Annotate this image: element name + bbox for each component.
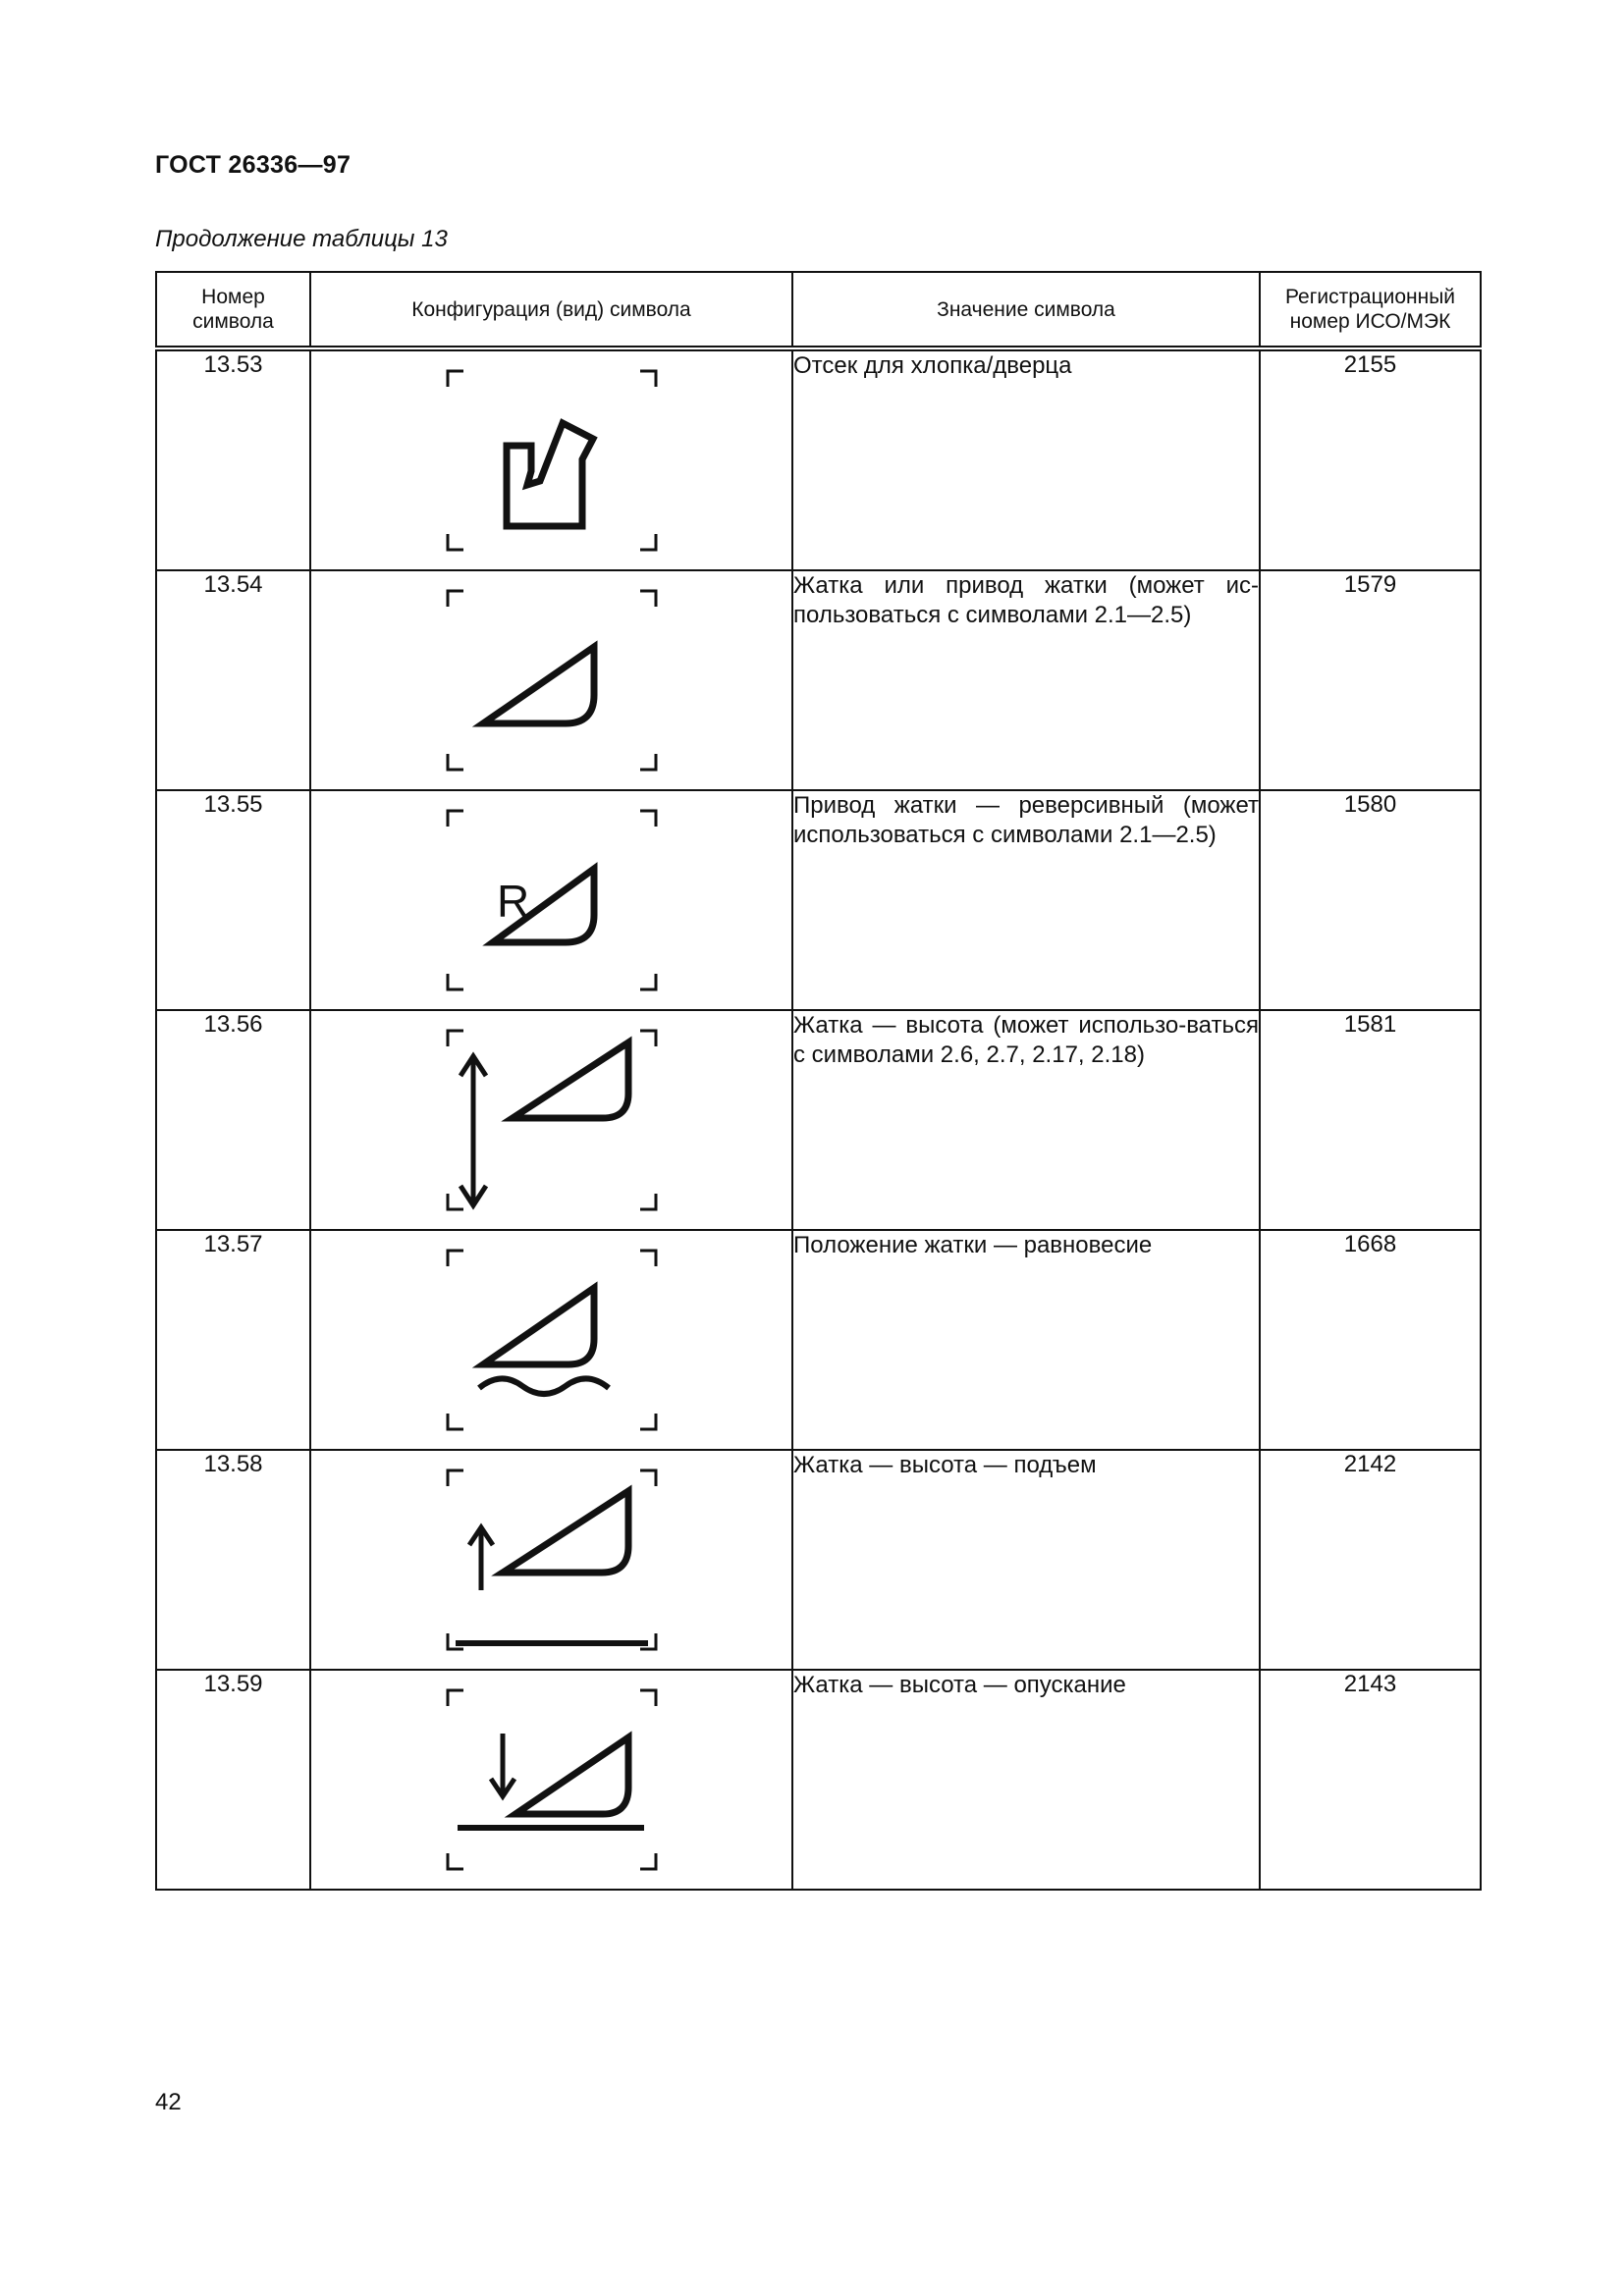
column-header-registration: Регистрационный номер ИСО/МЭК bbox=[1260, 272, 1481, 348]
symbol-number: 13.56 bbox=[156, 1010, 310, 1230]
header-height-icon bbox=[444, 1017, 660, 1223]
symbol-number: 13.59 bbox=[156, 1670, 310, 1890]
symbol-cell bbox=[310, 570, 792, 790]
table-row bbox=[156, 570, 1481, 790]
page-number: 42 bbox=[155, 2089, 182, 2115]
column-header-meaning: Значение символа bbox=[792, 272, 1260, 348]
table-row bbox=[156, 1450, 1481, 1670]
header-height-lower-icon bbox=[444, 1677, 660, 1883]
registration-number: 1580 bbox=[1260, 790, 1481, 1010]
symbol-meaning: Отсек для хлопка/дверца bbox=[792, 348, 1260, 570]
table-row bbox=[156, 1010, 1481, 1230]
table-caption: Продолжение таблицы 13 bbox=[155, 226, 448, 252]
table-header-row bbox=[156, 272, 1481, 348]
symbols-table bbox=[155, 271, 1482, 1891]
symbol-meaning: Жатка или привод жатки (может ис-пользоваться с символами 2.1—2.5) bbox=[792, 570, 1260, 790]
symbol-cell bbox=[310, 1670, 792, 1890]
symbol-meaning: Положение жатки — равновесие bbox=[792, 1230, 1260, 1450]
registration-number: 1581 bbox=[1260, 1010, 1481, 1230]
table-row bbox=[156, 348, 1481, 570]
registration-number: 1579 bbox=[1260, 570, 1481, 790]
symbol-cell bbox=[310, 1450, 792, 1670]
symbol-number: 13.57 bbox=[156, 1230, 310, 1450]
symbol-number: 13.53 bbox=[156, 348, 310, 570]
symbol-meaning: Жатка — высота (может использо-ваться с символами 2.6, 2.7, 2.17, 2.18) bbox=[792, 1010, 1260, 1230]
header-height-raise-icon bbox=[444, 1457, 660, 1663]
symbol-number: 13.54 bbox=[156, 570, 310, 790]
symbol-cell bbox=[310, 1010, 792, 1230]
document-title: ГОСТ 26336—97 bbox=[155, 151, 352, 179]
reverse-letter: R bbox=[496, 876, 529, 927]
symbol-cell bbox=[310, 348, 792, 570]
registration-number: 2142 bbox=[1260, 1450, 1481, 1670]
symbol-cell bbox=[310, 790, 792, 1010]
column-header-number: Номер символа bbox=[156, 272, 310, 348]
symbol-number: 13.55 bbox=[156, 790, 310, 1010]
header-drive-reverse-icon bbox=[444, 797, 660, 1003]
symbol-cell bbox=[310, 1230, 792, 1450]
cotton-compartment-door-icon bbox=[444, 357, 660, 563]
header-icon bbox=[444, 577, 660, 783]
symbol-number: 13.58 bbox=[156, 1450, 310, 1670]
table-row bbox=[156, 790, 1481, 1010]
registration-number: 2155 bbox=[1260, 348, 1481, 570]
symbol-meaning: Жатка — высота — подъем bbox=[792, 1450, 1260, 1670]
column-header-configuration: Конфигурация (вид) символа bbox=[310, 272, 792, 348]
table-row bbox=[156, 1670, 1481, 1890]
symbol-meaning: Привод жатки — реверсивный (может использоваться с символами 2.1—2.5) bbox=[792, 790, 1260, 1010]
table-row bbox=[156, 1230, 1481, 1450]
symbol-meaning: Жатка — высота — опускание bbox=[792, 1670, 1260, 1890]
registration-number: 1668 bbox=[1260, 1230, 1481, 1450]
registration-number: 2143 bbox=[1260, 1670, 1481, 1890]
header-position-float-icon bbox=[444, 1237, 660, 1443]
